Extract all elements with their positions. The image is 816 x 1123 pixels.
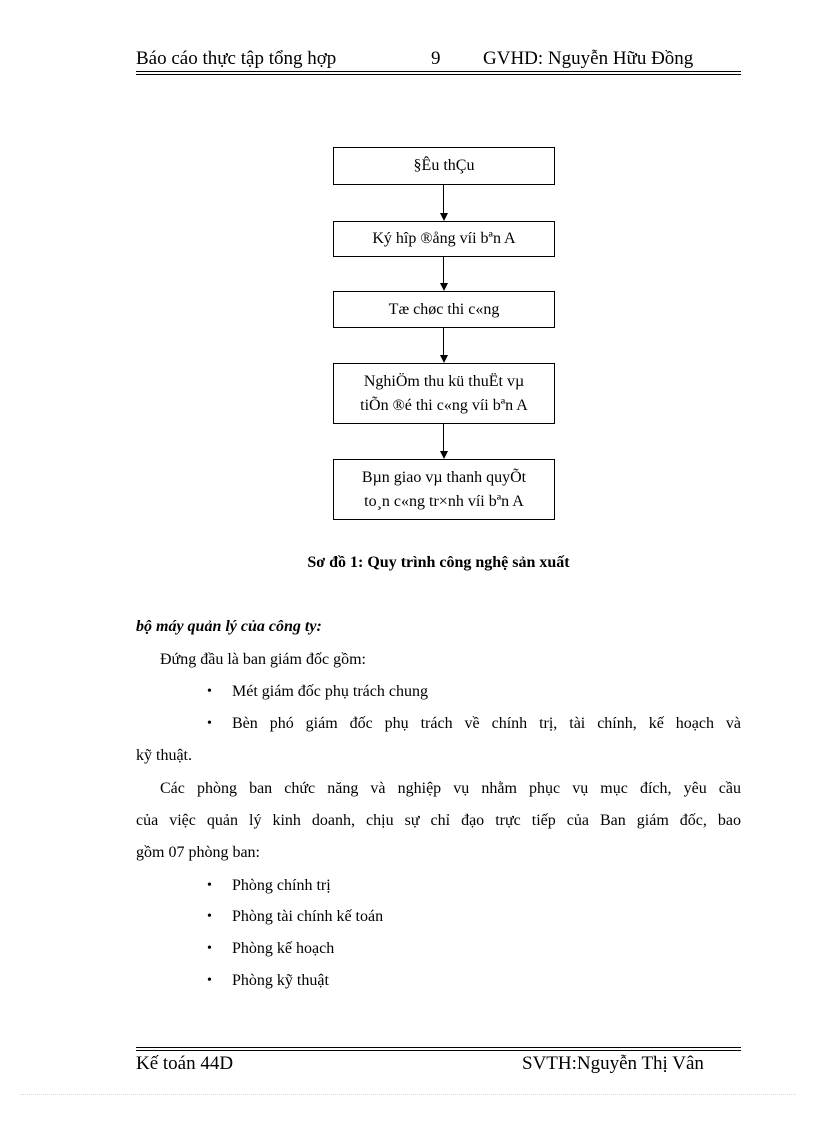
header-rule-top — [136, 71, 741, 72]
list-item: Phòng kế hoạch — [232, 940, 335, 957]
flow-arrow-line — [443, 257, 444, 284]
flow-step-inspection — [333, 363, 555, 424]
header-report-title: Báo cáo thực tập tổng hợp — [136, 48, 337, 69]
flow-step-text: tiÕn ®é thi c«ng víi bªn A — [360, 396, 528, 414]
section-heading: bộ máy quản lý của công ty: — [136, 618, 322, 635]
paragraph-line: gồm 07 phòng ban: — [136, 844, 260, 861]
list-item: Mét giám đốc phụ trách chung — [232, 683, 428, 700]
bullet-icon: • — [207, 941, 212, 956]
flow-arrow-head-icon — [440, 451, 448, 459]
figure-caption: Sơ đồ 1: Quy trình công nghệ sản xuất — [307, 554, 570, 571]
list-item-continuation: kỹ thuật. — [136, 747, 192, 764]
flow-step-text: §Êu thÇu — [413, 157, 475, 174]
footer-rule-bottom — [136, 1050, 741, 1051]
bullet-icon: • — [207, 684, 212, 699]
flow-step-text: Ký hîp ®ång víi bªn A — [372, 230, 516, 247]
bullet-icon: • — [207, 909, 212, 924]
bullet-icon: • — [207, 878, 212, 893]
flow-arrow-line — [443, 424, 444, 452]
bullet-icon: • — [207, 973, 212, 988]
flow-arrow-head-icon — [440, 283, 448, 291]
flow-step-contract — [333, 221, 555, 257]
flow-step-text: NghiÖm thu kü thuËt vµ — [363, 372, 525, 390]
footer-class: Kế toán 44D — [136, 1053, 234, 1074]
flow-step-bidding — [333, 147, 555, 185]
flow-arrow-head-icon — [440, 213, 448, 221]
header-rule-bottom — [136, 74, 741, 75]
intro-paragraph: Đứng đầu là ban giám đốc gồm: — [160, 651, 366, 668]
flow-arrow-line — [443, 185, 444, 214]
paragraph-line: Các phòng ban chức năng và nghiệp vụ nhằm phục vụ mục đích, yêu cầu — [160, 780, 741, 797]
flow-step-construction — [333, 291, 555, 328]
paragraph-line: của việc quản lý kinh doanh, chịu sự chỉ đạo trực tiếp của Ban giám đốc, bao — [136, 812, 741, 829]
flow-step-handover — [333, 459, 555, 520]
flow-step-text: to¸n c«ng tr×nh víi bªn A — [364, 492, 524, 510]
flow-step-text: Bµn giao vµ thanh quyÕt — [361, 468, 527, 486]
list-item: Bèn phó giám đốc phụ trách về chính trị, tài chính, kế hoạch và — [232, 715, 741, 732]
flow-step-text: Tæ chøc thi c«ng — [388, 300, 500, 318]
bullet-icon: • — [207, 716, 212, 731]
page-bottom-divider — [20, 1094, 796, 1095]
header-page-number: 9 — [431, 48, 441, 69]
list-item: Phòng kỹ thuật — [232, 972, 329, 989]
flow-arrow-line — [443, 328, 444, 356]
list-item: Phòng tài chính kế toán — [232, 908, 384, 925]
flow-arrow-head-icon — [440, 355, 448, 363]
header-advisor: GVHD: Nguyễn Hữu Đồng — [483, 48, 694, 69]
footer-rule-top — [136, 1047, 741, 1048]
list-item: Phòng chính trị — [232, 877, 331, 894]
footer-student: SVTH:Nguyễn Thị Vân — [522, 1053, 704, 1074]
